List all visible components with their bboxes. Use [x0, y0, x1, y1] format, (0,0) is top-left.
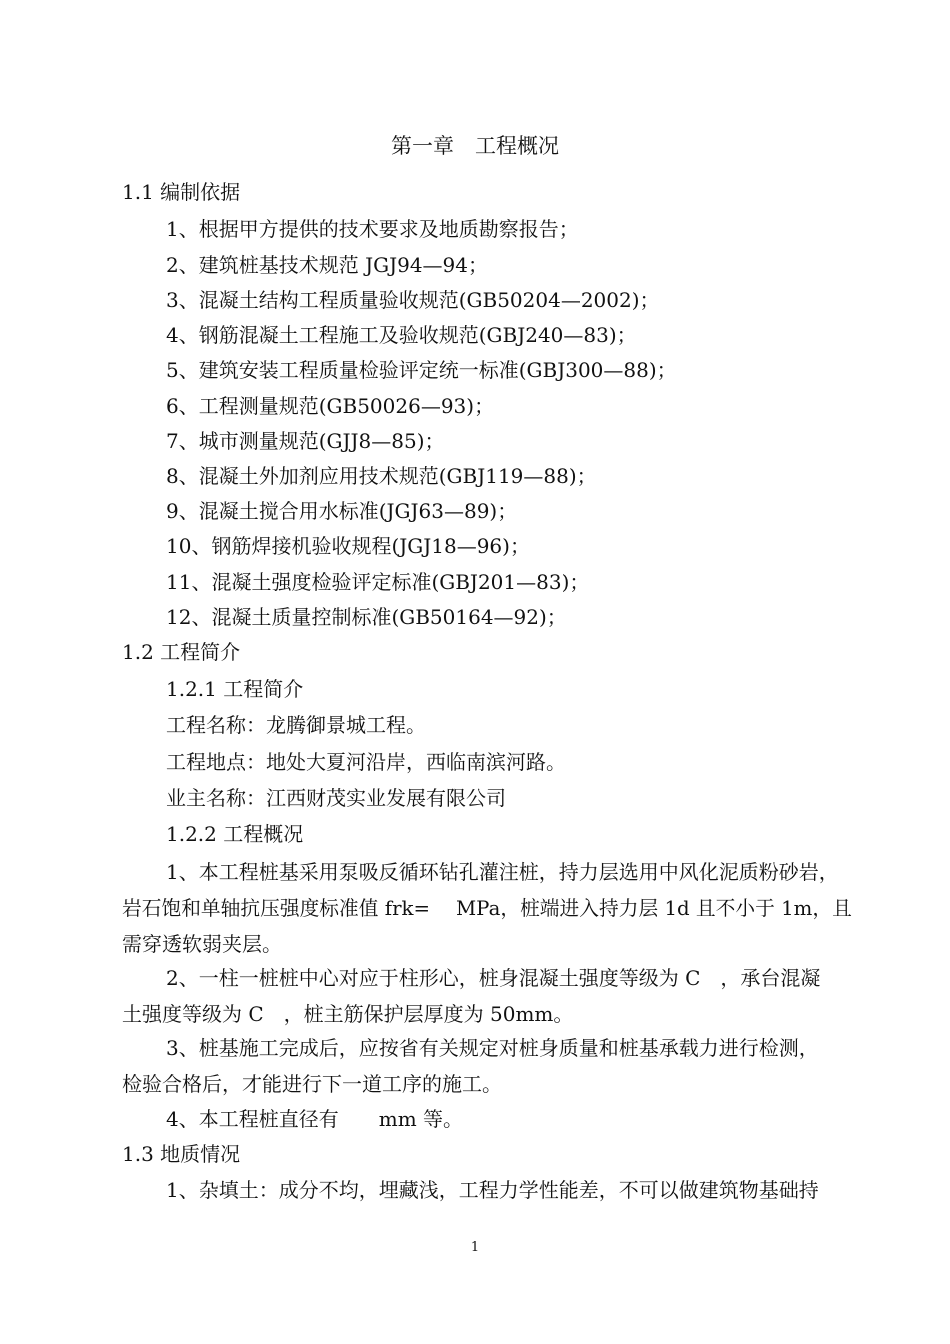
basis-item-11: 11、混凝土强度检验评定标准(GBJ201—83)； — [166, 570, 590, 594]
section-heading-1-3: 1.3 地质情况 — [122, 1142, 241, 1166]
overview-para-2-line-1: 2、一柱一桩桩中心对应于柱形心，桩身混凝土强度等级为 C ，承台混凝 — [166, 966, 821, 990]
overview-para-3-line-2: 检验合格后，才能进行下一道工序的施工。 — [122, 1072, 502, 1096]
basis-item-3: 3、混凝土结构工程质量验收规范(GB50204—2002)； — [166, 288, 660, 312]
basis-item-10: 10、钢筋焊接机验收规程(JGJ18—96)； — [166, 534, 530, 558]
project-location: 工程地点：地处大夏河沿岸，西临南滨河路。 — [166, 750, 566, 774]
basis-item-2: 2、建筑桩基技术规范 JGJ94—94； — [166, 253, 488, 277]
project-name: 工程名称：龙腾御景城工程。 — [166, 713, 426, 737]
basis-item-5: 5、建筑安装工程质量检验评定统一标准(GBJ300—88)； — [166, 358, 677, 382]
overview-para-1-line-2: 岩石饱和单轴抗压强度标准值 frk= MPa，桩端进入持力层 1d 且不小于 1m，且 — [122, 896, 852, 920]
subsection-heading-1-2-1: 1.2.1 工程简介 — [166, 677, 304, 701]
section-heading-1-1: 1.1 编制依据 — [122, 180, 241, 204]
basis-item-8: 8、混凝土外加剂应用技术规范(GBJ119—88)； — [166, 464, 597, 488]
basis-item-9: 9、混凝土搅合用水标准(JGJ63—89)； — [166, 499, 518, 523]
basis-item-4: 4、钢筋混凝土工程施工及验收规范(GBJ240—83)； — [166, 323, 637, 347]
overview-para-1-line-1: 1、本工程桩基采用泵吸反循环钻孔灌注桩，持力层选用中风化泥质粉砂岩， — [166, 860, 839, 884]
geology-item-1-line-1: 1、杂填土：成分不均，埋藏浅，工程力学性能差，不可以做建筑物基础持 — [166, 1178, 819, 1202]
page-number: 1 — [470, 1240, 480, 1255]
owner-name: 业主名称：江西财茂实业发展有限公司 — [166, 786, 506, 810]
chapter-title: 第一章 工程概况 — [391, 134, 559, 158]
basis-item-12: 12、混凝土质量控制标准(GB50164—92)； — [166, 605, 567, 629]
section-heading-1-2: 1.2 工程简介 — [122, 640, 241, 664]
overview-para-1-line-3: 需穿透软弱夹层。 — [122, 932, 282, 956]
overview-para-2-line-2: 土强度等级为 C ，桩主筋保护层厚度为 50mm。 — [122, 1002, 574, 1026]
basis-item-6: 6、工程测量规范(GB50026—93)； — [166, 394, 495, 418]
basis-item-1: 1、根据甲方提供的技术要求及地质勘察报告； — [166, 217, 579, 241]
subsection-heading-1-2-2: 1.2.2 工程概况 — [166, 822, 304, 846]
overview-para-4-line-1: 4、本工程桩直径有 mm 等。 — [166, 1107, 464, 1131]
overview-para-3-line-1: 3、桩基施工完成后，应按省有关规定对桩身质量和桩基承载力进行检测， — [166, 1036, 819, 1060]
basis-item-7: 7、城市测量规范(GJJ8—85)； — [166, 429, 445, 453]
